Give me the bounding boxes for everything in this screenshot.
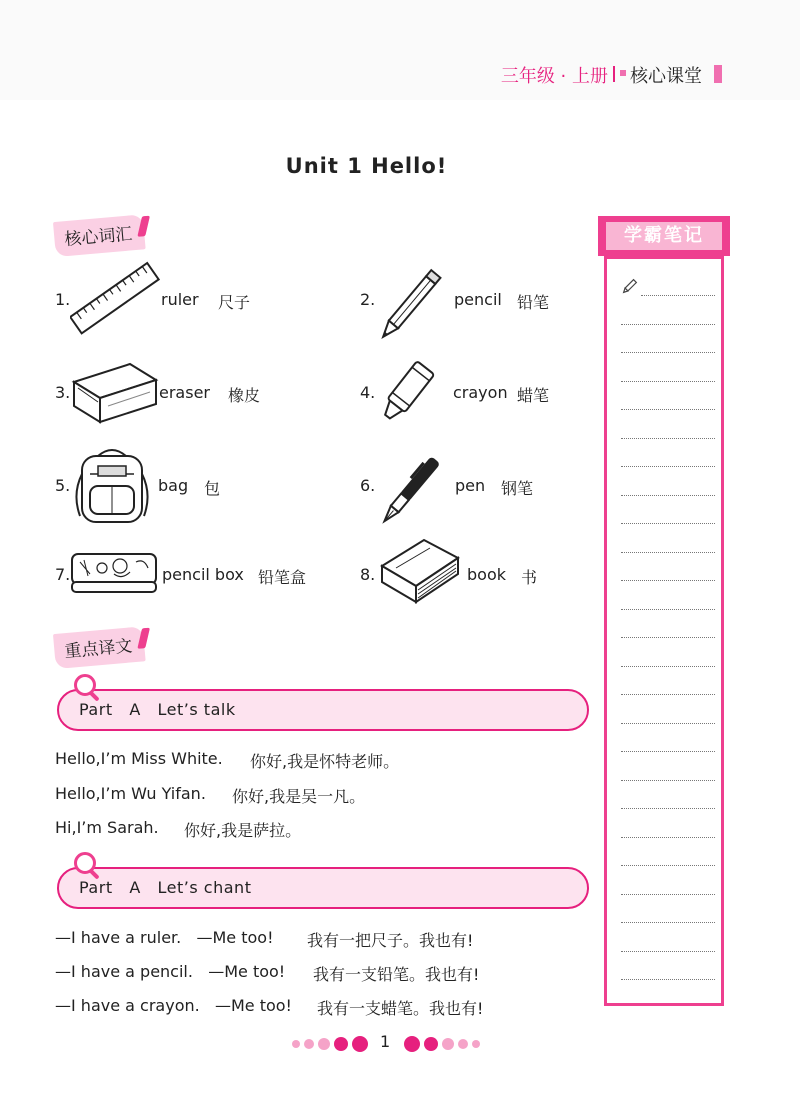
vocab-number: 3. xyxy=(55,383,71,402)
part-label: Part A Let’s chant xyxy=(79,878,252,897)
vocab-number: 1. xyxy=(55,290,71,309)
vocab-english: book xyxy=(467,565,506,584)
crayon-icon xyxy=(372,350,444,438)
vocab-chinese: 橡皮 xyxy=(228,386,261,405)
page-dot xyxy=(352,1036,368,1052)
page-dot xyxy=(472,1040,480,1048)
note-line xyxy=(621,637,715,638)
sentence-english: —I have a pencil. —Me too! xyxy=(55,962,286,981)
header-bar-icon xyxy=(714,65,722,83)
vocab-number: 5. xyxy=(55,476,71,495)
vocab-number: 6. xyxy=(360,476,376,495)
part-header-chant xyxy=(57,867,589,909)
pencil-icon xyxy=(374,258,454,346)
page-dot xyxy=(458,1039,468,1049)
note-line xyxy=(621,694,715,695)
vocab-section-tag xyxy=(53,214,146,257)
note-line xyxy=(621,495,715,496)
part-label: Part A Let’s talk xyxy=(79,700,236,719)
page-dot xyxy=(424,1037,438,1051)
page-number: 1 xyxy=(380,1032,391,1051)
note-line xyxy=(621,837,715,838)
vocab-chinese: 包 xyxy=(204,479,221,498)
book-icon xyxy=(374,536,462,612)
page-dot xyxy=(292,1040,300,1048)
vocab-chinese: 书 xyxy=(521,568,538,587)
note-line xyxy=(621,609,715,610)
vocab-english: bag xyxy=(158,476,189,495)
note-line xyxy=(621,922,715,923)
part-header-talk xyxy=(57,689,589,731)
unit-title: Unit 1 Hello! xyxy=(285,154,448,178)
note-line xyxy=(641,295,715,296)
eraser-icon xyxy=(68,358,160,430)
sentence-chinese: 你好,我是怀特老师。 xyxy=(250,752,400,771)
translation-section-tag xyxy=(53,626,146,669)
vocab-english: eraser xyxy=(159,383,210,402)
translation-tag-label: 重点译文 xyxy=(63,636,134,663)
vocab-chinese: 尺子 xyxy=(218,293,251,312)
notes-box[interactable] xyxy=(604,256,724,1006)
vocab-number: 8. xyxy=(360,565,376,584)
pencil-box-icon xyxy=(70,548,160,602)
page-dot xyxy=(442,1038,454,1050)
header-section: 核心课堂 xyxy=(630,66,702,87)
note-line xyxy=(621,466,715,467)
note-line xyxy=(621,751,715,752)
page-dot xyxy=(404,1036,420,1052)
vocab-english: ruler xyxy=(161,290,199,309)
sentence-chinese: 我有一把尺子。我也有! xyxy=(307,931,474,950)
sentence-chinese: 你好,我是萨拉。 xyxy=(184,821,302,840)
pencil-small-icon xyxy=(621,277,639,299)
note-line xyxy=(621,324,715,325)
page-dot xyxy=(304,1039,314,1049)
note-line xyxy=(621,409,715,410)
page-dot xyxy=(334,1037,348,1051)
note-line xyxy=(621,580,715,581)
vocab-chinese: 铅笔 xyxy=(517,293,550,312)
header-grade: 三年级 · 上册 xyxy=(500,66,608,87)
vocab-chinese: 铅笔盒 xyxy=(258,568,307,587)
vocab-english: pencil box xyxy=(162,565,244,584)
notes-title: 学霸笔记 xyxy=(606,222,722,250)
header-separator xyxy=(613,66,615,82)
note-line xyxy=(621,666,715,667)
note-line xyxy=(621,523,715,524)
vocab-english: pencil xyxy=(454,290,502,309)
note-line xyxy=(621,894,715,895)
page-dot xyxy=(318,1038,330,1050)
vocab-number: 7. xyxy=(55,565,71,584)
pen-icon xyxy=(374,444,454,532)
sentence-english: —I have a crayon. —Me too! xyxy=(55,996,292,1015)
sentence-english: —I have a ruler. —Me too! xyxy=(55,928,274,947)
sentence-english: Hello,I’m Miss White. xyxy=(55,749,223,768)
sentence-chinese: 你好,我是吴一凡。 xyxy=(232,787,366,806)
sentence-chinese: 我有一支蜡笔。我也有! xyxy=(317,999,484,1018)
note-line xyxy=(621,951,715,952)
note-line xyxy=(621,808,715,809)
header-square-icon xyxy=(620,70,626,76)
note-line xyxy=(621,780,715,781)
note-line xyxy=(621,352,715,353)
vocab-number: 2. xyxy=(360,290,376,309)
vocab-chinese: 蜡笔 xyxy=(517,386,550,405)
bag-icon xyxy=(68,444,156,530)
note-line xyxy=(621,552,715,553)
note-line xyxy=(621,723,715,724)
sentence-english: Hi,I’m Sarah. xyxy=(55,818,159,837)
sentence-chinese: 我有一支铅笔。我也有! xyxy=(313,965,480,984)
ruler-icon xyxy=(70,258,160,344)
vocab-chinese: 钢笔 xyxy=(501,479,534,498)
vocab-number: 4. xyxy=(360,383,376,402)
vocab-english: pen xyxy=(455,476,486,495)
sentence-english: Hello,I’m Wu Yifan. xyxy=(55,784,206,803)
note-line xyxy=(621,438,715,439)
note-line xyxy=(621,381,715,382)
notes-header xyxy=(598,216,730,256)
note-line xyxy=(621,865,715,866)
note-line xyxy=(621,979,715,980)
vocab-english: crayon xyxy=(453,383,508,402)
vocab-tag-label: 核心词汇 xyxy=(63,224,134,251)
